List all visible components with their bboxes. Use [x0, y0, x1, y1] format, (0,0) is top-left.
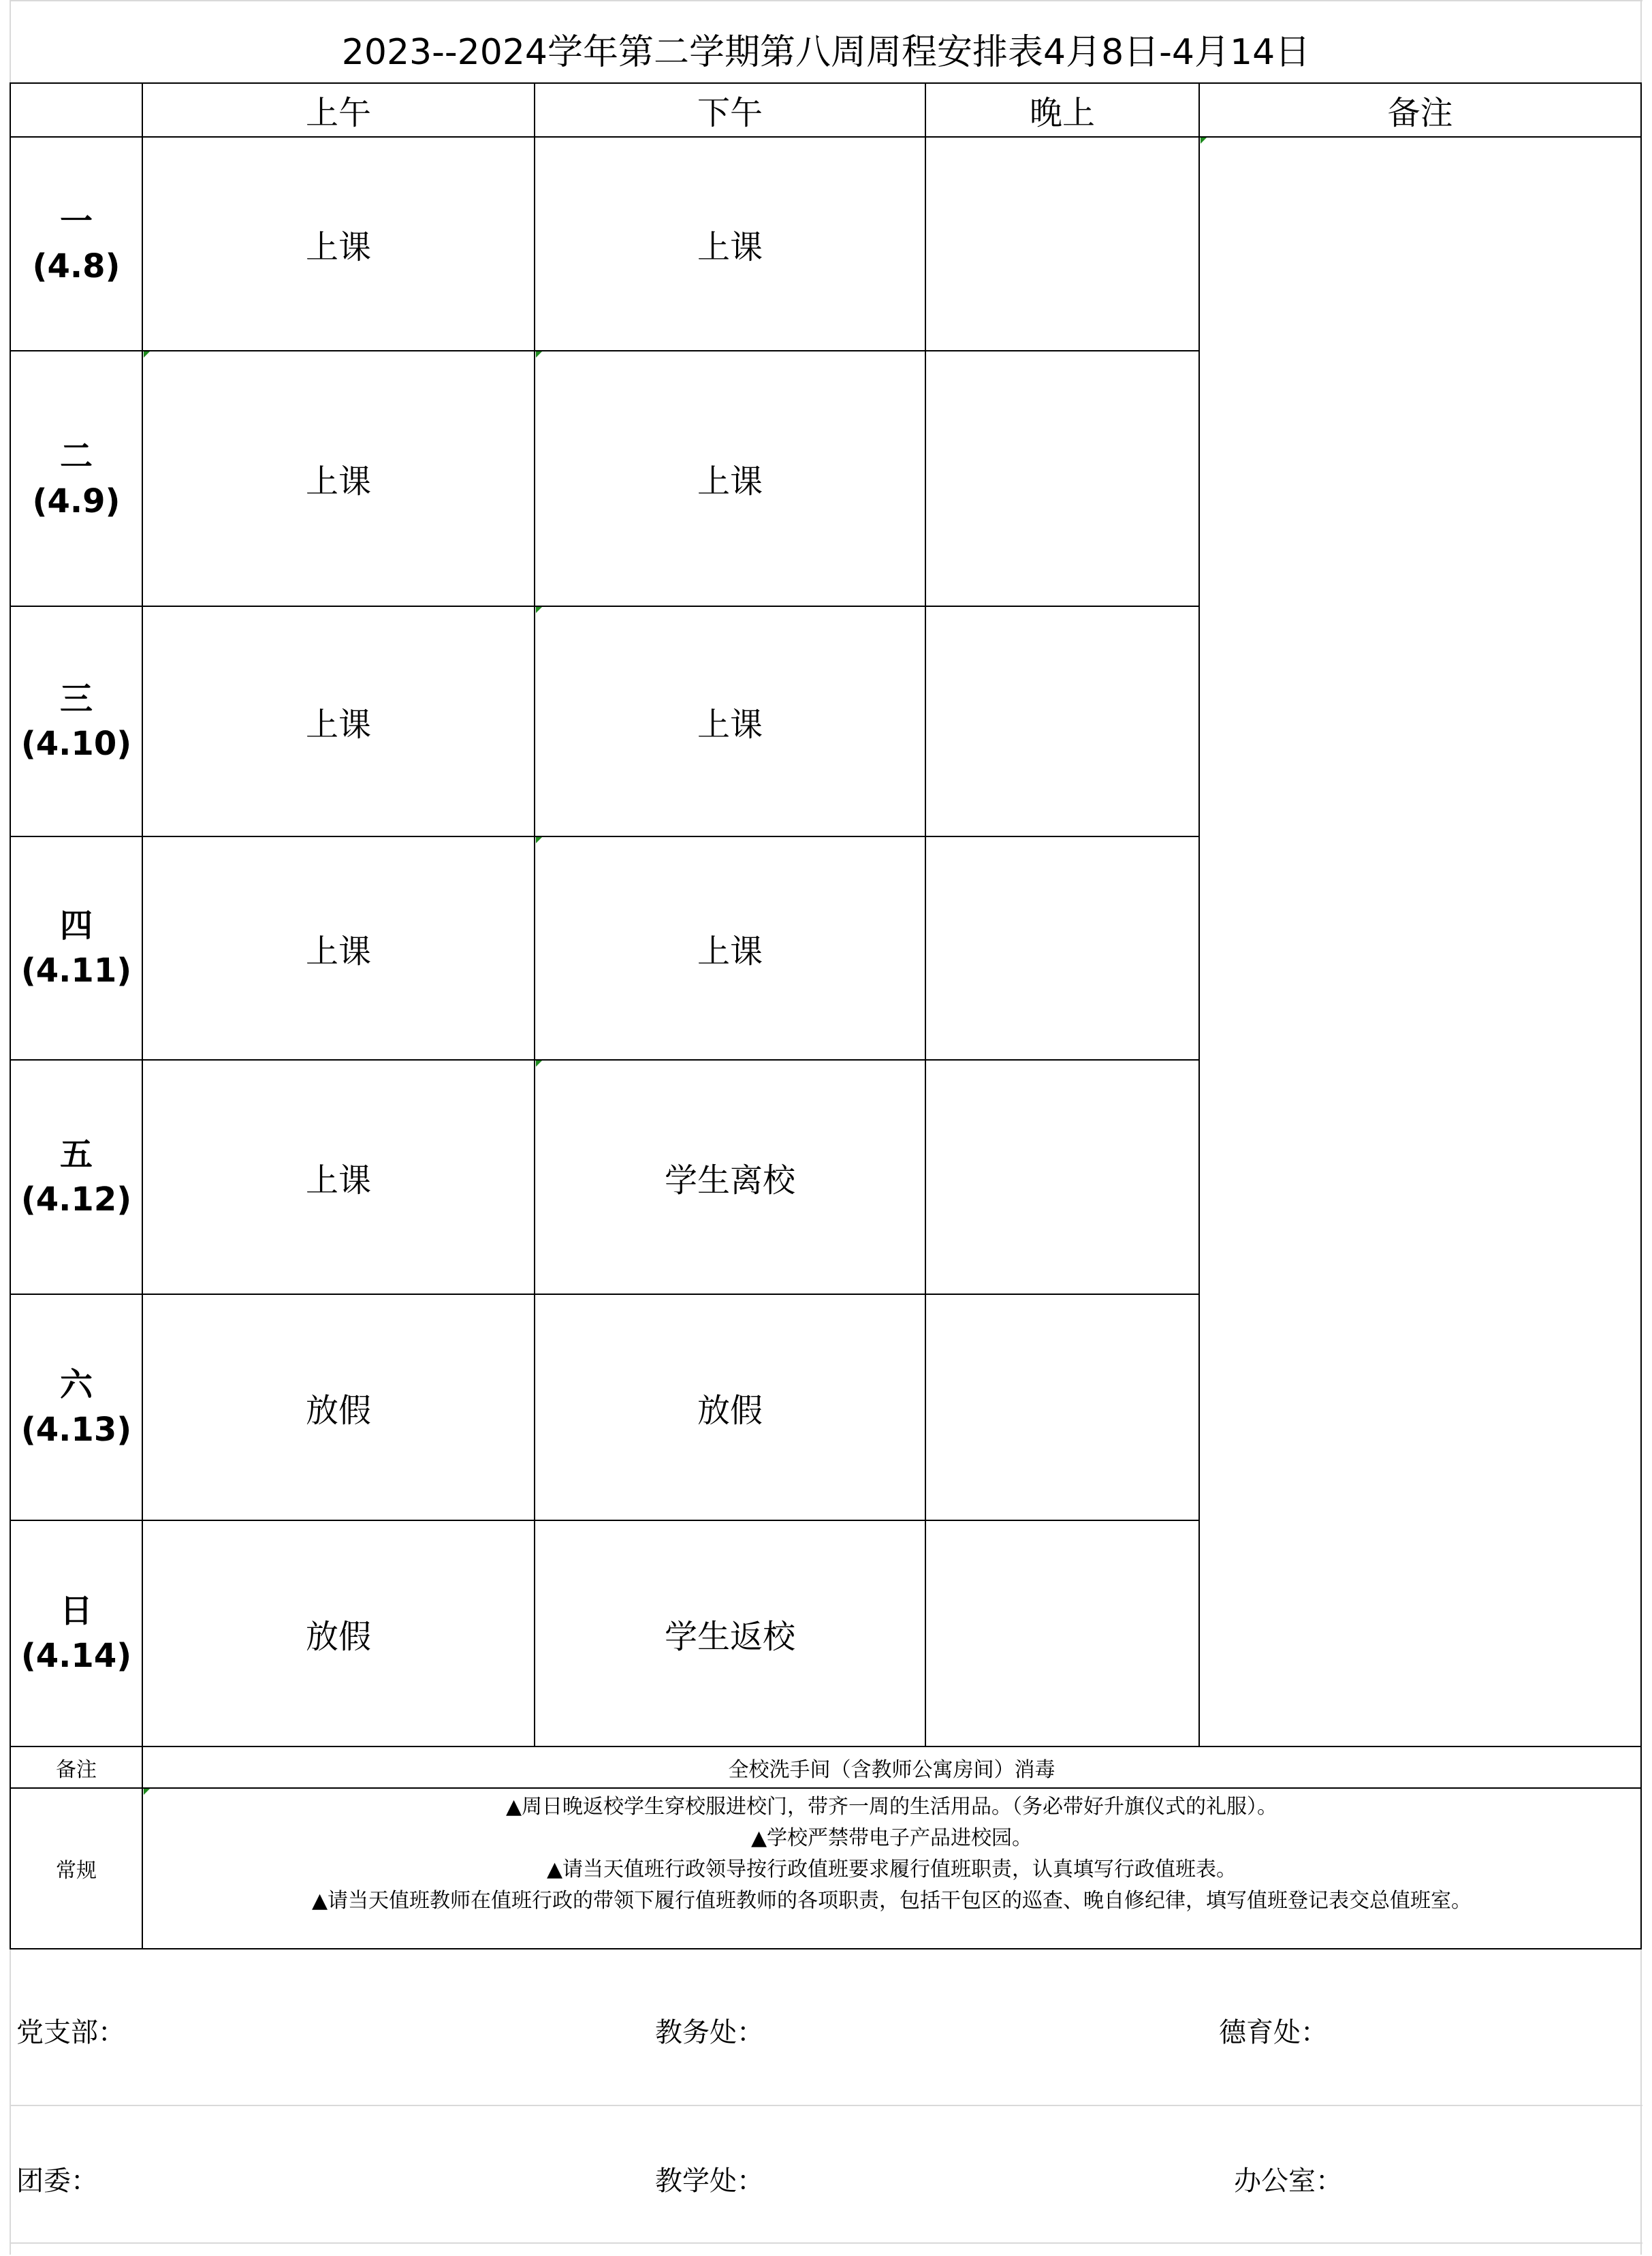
- table-border: [1640, 82, 1642, 1949]
- pm-cell: 学生返校: [664, 1617, 795, 1656]
- grid-line: [10, 2105, 1642, 2106]
- day-name: 四: [59, 907, 93, 945]
- day-label: [11, 1521, 142, 1746]
- routine-row-label: 常规: [56, 1859, 97, 1883]
- signature-moral-education: 德育处：: [1219, 2017, 1328, 2048]
- grid-line: [10, 2242, 1642, 2244]
- day-date: (4.9): [32, 482, 121, 520]
- header-am: 上午: [305, 94, 371, 132]
- routine-rule: ▲学校严禁带电子产品进校园。: [750, 1826, 1033, 1850]
- day-date: (4.11): [20, 952, 132, 990]
- am-cell: 上课: [305, 228, 371, 266]
- notes-column: [1200, 138, 1640, 1746]
- day-name: 二: [59, 437, 93, 475]
- day-date: (4.12): [20, 1180, 132, 1219]
- pm-cell: 学生离校: [664, 1161, 795, 1200]
- signature-teaching-office: 教学处：: [655, 2165, 764, 2197]
- routine-rule: ▲请当天值班行政领导按行政值班要求履行值班职责，认真填写行政值班表。: [546, 1858, 1237, 1881]
- day-name: 六: [59, 1366, 93, 1404]
- evening-cell: [926, 351, 1198, 606]
- am-cell: 上课: [305, 932, 371, 971]
- signature-general-office: 办公室：: [1234, 2165, 1343, 2197]
- day-date: (4.8): [32, 247, 121, 285]
- pm-cell: 上课: [697, 228, 763, 266]
- signature-youth-league: 团委：: [16, 2165, 98, 2197]
- routine-rule: ▲周日晚返校学生穿校服进校门，带齐一周的生活用品。（务必带好升旗仪式的礼服）。: [505, 1795, 1278, 1819]
- day-name: 三: [59, 680, 93, 718]
- notes-row-label: 备注: [56, 1757, 97, 1782]
- evening-cell: [926, 1521, 1198, 1746]
- day-label: [11, 1295, 142, 1520]
- am-cell: 上课: [305, 705, 371, 744]
- evening-cell: [926, 837, 1198, 1059]
- evening-cell: [926, 1295, 1198, 1520]
- day-label: [11, 138, 142, 350]
- pm-cell: 上课: [697, 705, 763, 744]
- day-label: [11, 351, 142, 606]
- header-evening: 晚上: [1029, 94, 1095, 132]
- day-label: [11, 837, 142, 1059]
- evening-cell: [926, 1061, 1198, 1294]
- day-label: [11, 607, 142, 836]
- header-notes: 备注: [1387, 94, 1453, 132]
- signature-party-branch: 党支部：: [16, 2017, 125, 2048]
- header-pm: 下午: [697, 94, 763, 132]
- am-cell: 放假: [305, 1391, 371, 1430]
- routine-rule: ▲请当天值班教师在值班行政的带领下履行值班教师的各项职责，包括干包区的巡查、晚自修纪律，填写值班登记表交总值班室。: [311, 1889, 1472, 1913]
- am-cell: 放假: [305, 1617, 371, 1656]
- day-name: 日: [59, 1592, 93, 1630]
- evening-cell: [926, 138, 1198, 350]
- table-border: [10, 1948, 1642, 1949]
- day-date: (4.10): [20, 725, 132, 763]
- day-date: (4.13): [20, 1411, 132, 1449]
- day-date: (4.14): [20, 1637, 132, 1675]
- pm-cell: 上课: [697, 932, 763, 971]
- grid-line: [10, 0, 1642, 1]
- evening-cell: [926, 607, 1198, 836]
- routine-rules: [143, 1789, 1640, 1948]
- am-cell: 上课: [305, 463, 371, 501]
- am-cell: 上课: [305, 1161, 371, 1200]
- pm-cell: 上课: [697, 463, 763, 501]
- notes-row-text: 全校洗手间（含教师公寓房间）消毒: [728, 1757, 1055, 1782]
- day-label: [11, 1061, 142, 1294]
- day-name: 一: [59, 202, 93, 240]
- signature-academic-affairs: 教务处：: [655, 2017, 764, 2048]
- page-title: 2023--2024学年第二学期第八周周程安排表4月8日-4月14日: [341, 31, 1311, 73]
- pm-cell: 放假: [697, 1391, 763, 1430]
- day-name: 五: [59, 1135, 93, 1174]
